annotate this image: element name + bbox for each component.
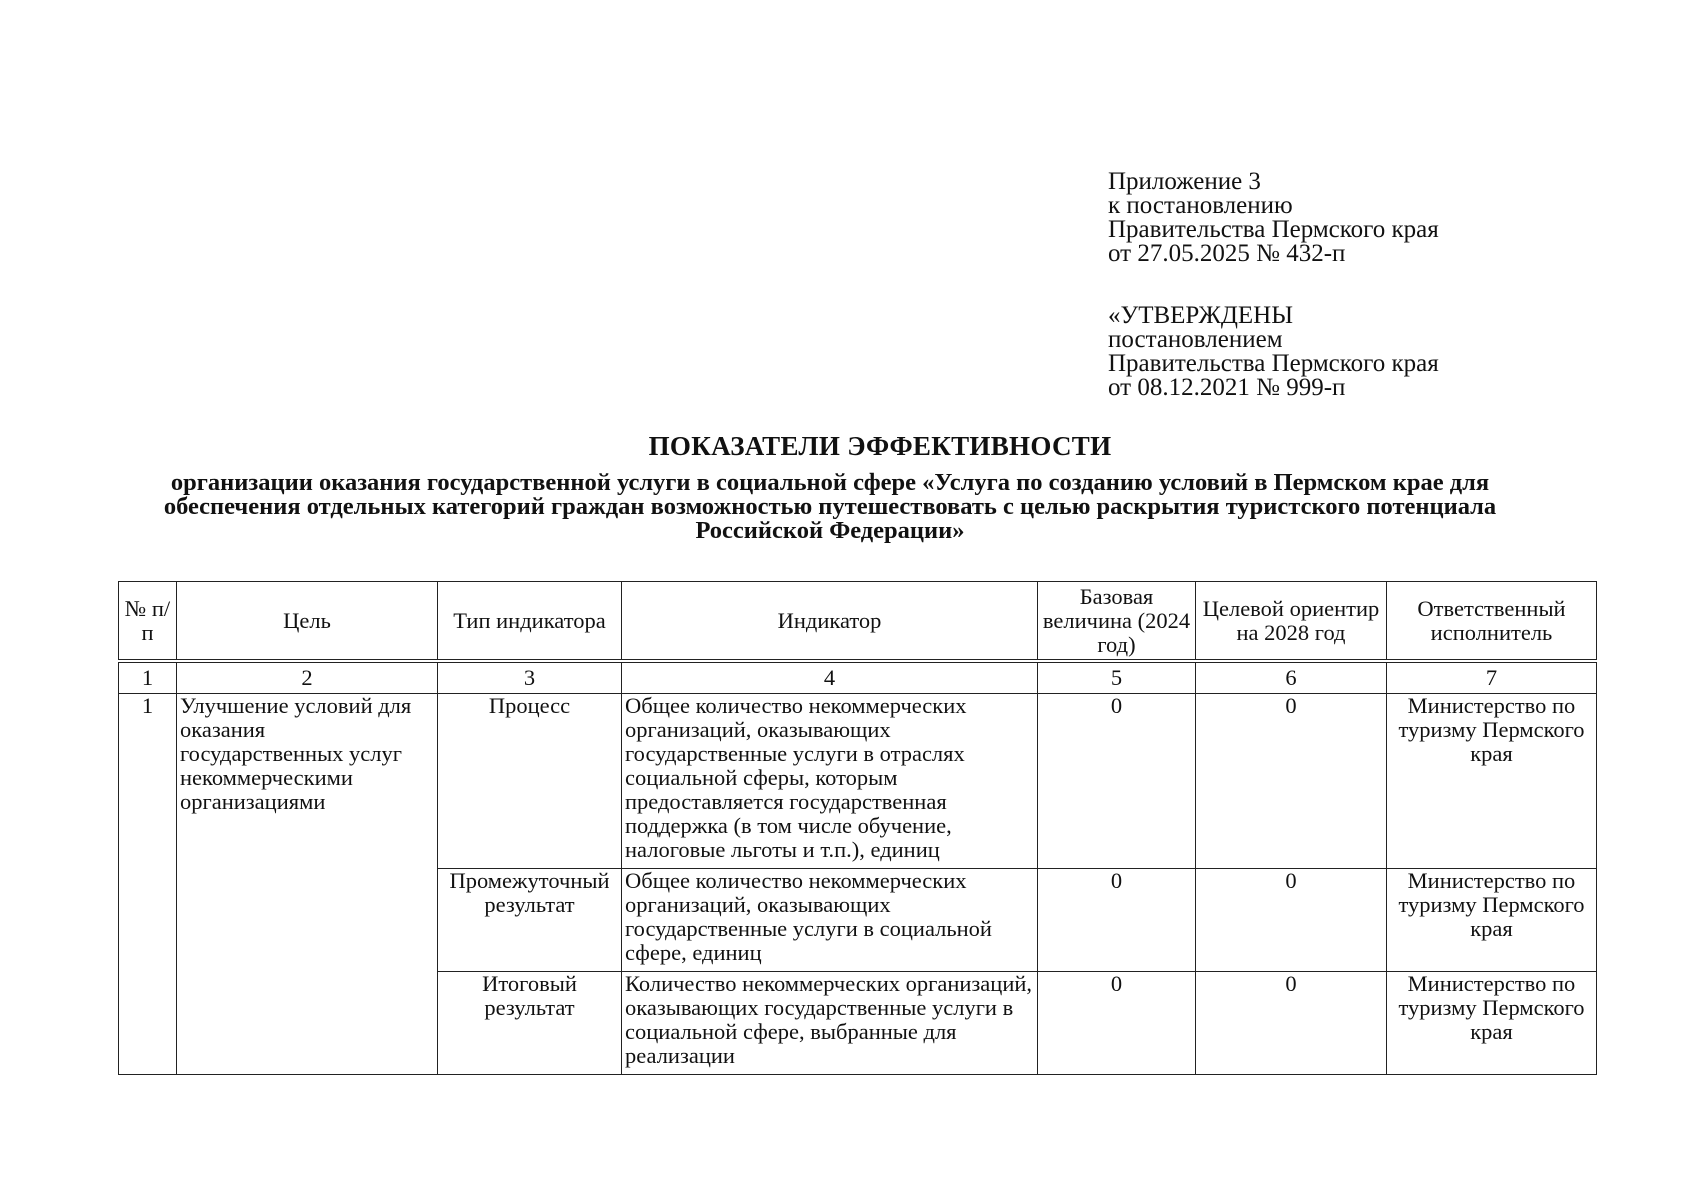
header-cell-goal: Цель: [177, 582, 438, 662]
header-cell-target-value: Целевой ориентир на 2028 год: [1196, 582, 1387, 662]
table-header-row: [119, 582, 1597, 662]
approval-line: Правительства Пермского края: [1108, 350, 1439, 377]
indicators-table: [118, 581, 1597, 1075]
indicator-type-cell: Итоговый результат: [438, 972, 622, 1075]
header-cell-indicator-type: Тип индикатора: [438, 582, 622, 662]
row-number-cell: 1: [119, 694, 177, 1075]
target-value-cell: 0: [1196, 869, 1387, 972]
base-value-cell: 0: [1038, 972, 1196, 1075]
column-number: 3: [438, 661, 622, 694]
approval-line: постановлением: [1108, 326, 1283, 353]
indicator-type-cell: Промежуточный результат: [438, 869, 622, 972]
column-number: 5: [1038, 661, 1196, 694]
appendix-line: Приложение 3: [1108, 168, 1261, 195]
executor-cell: Министерство по туризму Пермского края: [1387, 694, 1597, 869]
appendix-block: [1108, 170, 1439, 266]
appendix-line: от 27.05.2025 № 432-п: [1108, 240, 1346, 267]
base-value-cell: 0: [1038, 869, 1196, 972]
column-number: 4: [622, 661, 1038, 694]
goal-cell: Улучшение условий для оказания государственных услуг некоммерческими организациями: [177, 694, 438, 1075]
header-cell-number: № п/п: [119, 582, 177, 662]
base-value-cell: 0: [1038, 694, 1196, 869]
appendix-line: Правительства Пермского края: [1108, 216, 1439, 243]
header-cell-base-value: Базовая величина (2024 год): [1038, 582, 1196, 662]
header-cell-indicator: Индикатор: [622, 582, 1038, 662]
header-cell-executor: Ответственный исполнитель: [1387, 582, 1597, 662]
document-title: ПОКАЗАТЕЛИ ЭФФЕКТИВНОСТИ: [648, 431, 1112, 461]
column-number: 1: [119, 661, 177, 694]
indicator-cell: Общее количество некоммерческих организаций, оказывающих государственные услуги в отраслях социальной сферы, которым предоставляется государственная поддержка (в том числе обучение, налоговые льготы и т.п.), единиц: [622, 694, 1038, 869]
document-subtitle: организации оказания государственной услуги в социальной сфере «Услуга по созданию условий в Пермском крае для обеспечения отдельных категорий граждан возможностью путешествовать с целью раскрытия туристского потенциала Российской Федерации»: [163, 469, 1497, 544]
executor-cell: Министерство по туризму Пермского края: [1387, 869, 1597, 972]
target-value-cell: 0: [1196, 694, 1387, 869]
approval-line: от 08.12.2021 № 999-п: [1108, 374, 1346, 401]
appendix-line: к постановлению: [1108, 192, 1293, 219]
indicator-cell: Общее количество некоммерческих организаций, оказывающих государственные услуги в социальной сфере, единиц: [622, 869, 1038, 972]
executor-cell: Министерство по туризму Пермского края: [1387, 972, 1597, 1075]
indicator-cell: Количество некоммерческих организаций, оказывающих государственные услуги в социальной сфере, выбранные для реализации: [622, 972, 1038, 1075]
column-number-row: [119, 661, 1597, 694]
indicator-type-cell: Процесс: [438, 694, 622, 869]
column-number: 2: [177, 661, 438, 694]
column-number: 7: [1387, 661, 1597, 694]
table-row: [119, 694, 1597, 869]
approval-line: «УТВЕРЖДЕНЫ: [1108, 302, 1294, 329]
column-number: 6: [1196, 661, 1387, 694]
target-value-cell: 0: [1196, 972, 1387, 1075]
approval-block: [1108, 304, 1439, 400]
